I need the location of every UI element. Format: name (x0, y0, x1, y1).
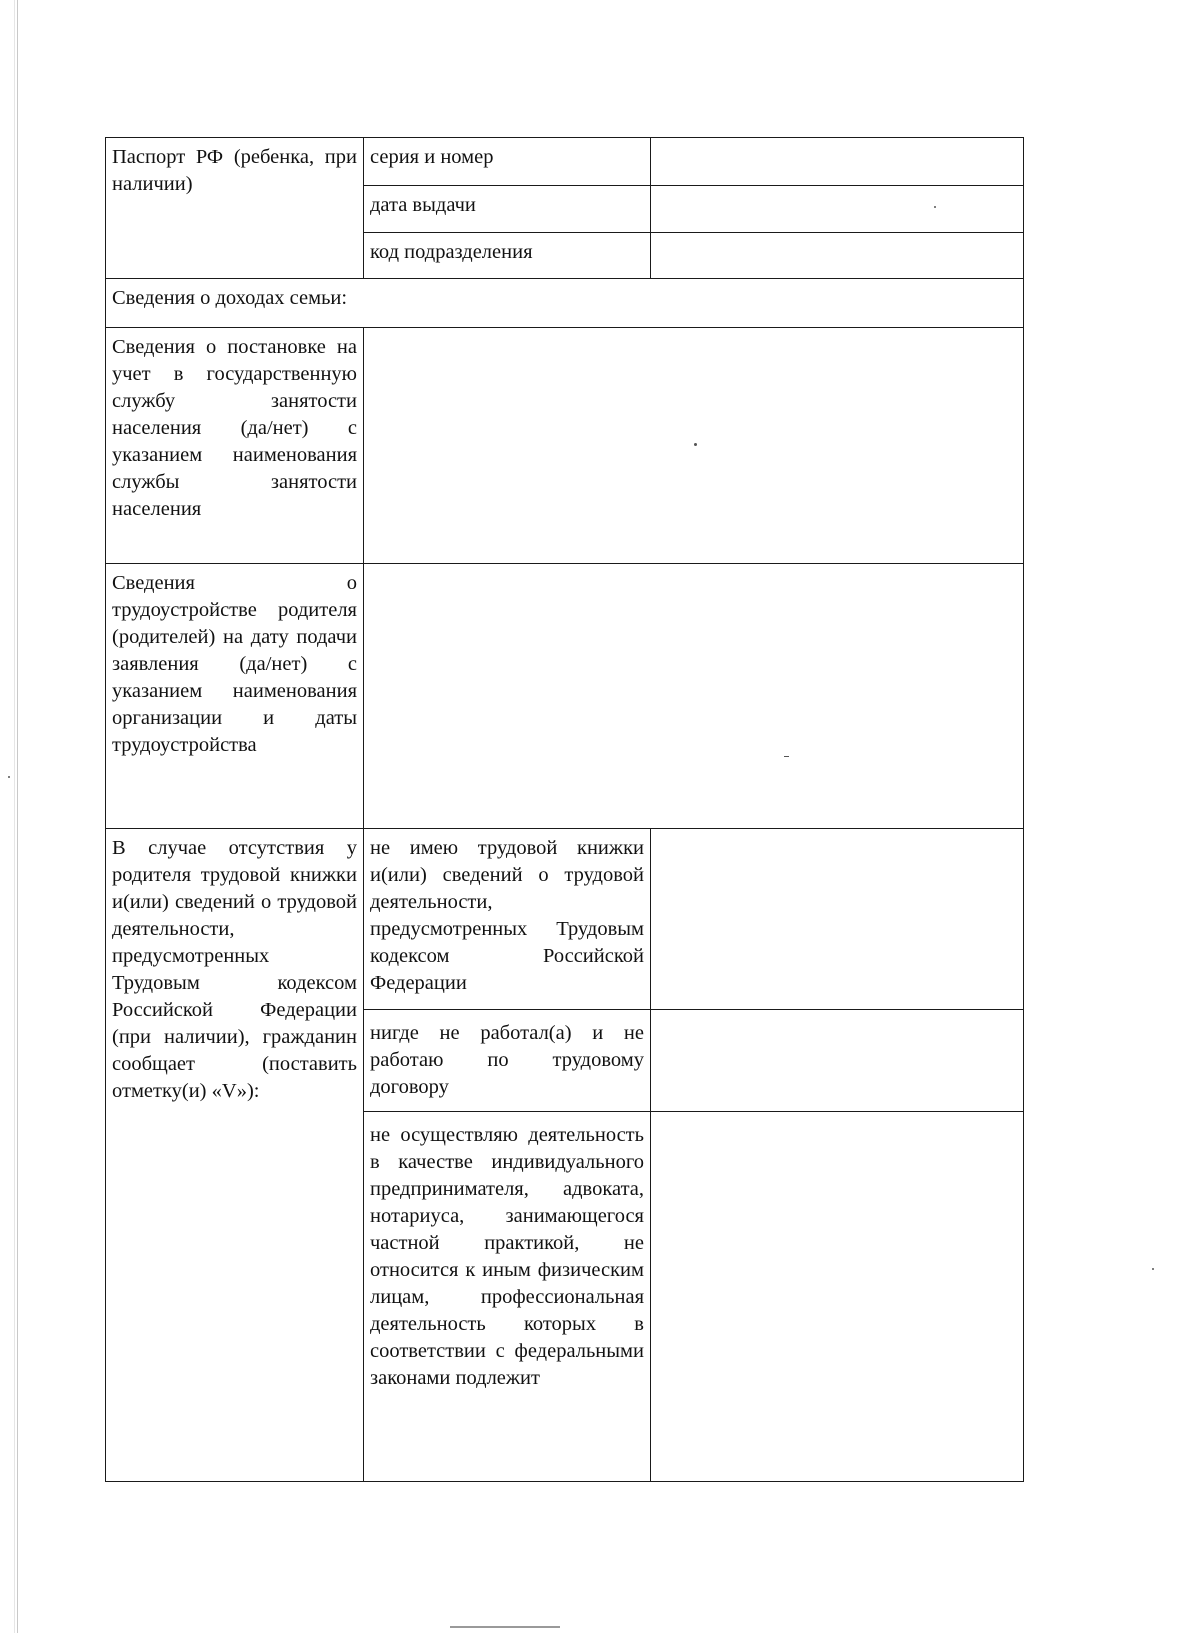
no-workbook-option-1-label: не имею трудовой книжки и(или) сведений о трудовой деятельности, предусмотренных Трудовым кодексом Российской Федерации (364, 829, 651, 1010)
application-form-table (105, 137, 1024, 1482)
scan-speck (694, 443, 697, 446)
employment-row (106, 564, 1024, 829)
page-edge-shadow (14, 0, 15, 1633)
scan-speck (784, 756, 789, 757)
employment-label: Сведения о трудоустройстве родителя (родителей) на дату подачи заявления (да/нет) с указанием наименования организации и даты трудоустройства (106, 564, 364, 829)
scan-speck (8, 776, 10, 778)
no-workbook-option-1-mark[interactable] (651, 829, 1024, 1010)
no-workbook-option-3-label: не осуществляю деятельность в качестве индивидуального предпринимателя, адвоката, нотариуса, занимающегося частной практикой, не относится к иным физическим лицам, профессиональная деятельность которых в соответствии с федеральными законами подлежит (364, 1112, 651, 1482)
passport-row-series (106, 138, 1024, 186)
passport-series-number-label: серия и номер (364, 138, 651, 186)
no-workbook-label: В случае отсутствия у родителя трудовой книжки и(или) сведений о трудовой деятельности, предусмотренных Трудовым кодексом Российской Федерации (при наличии), гражданин сообщает (поставить отметку(и) «V»): (106, 829, 364, 1482)
passport-issue-date-label: дата выдачи (364, 186, 651, 233)
passport-label: Паспорт РФ (ребенка, при наличии) (106, 138, 364, 279)
no-workbook-option-2-label: нигде не работал(а) и не работаю по трудовому договору (364, 1010, 651, 1112)
no-workbook-option-3-mark[interactable] (651, 1112, 1024, 1482)
passport-issue-date-field[interactable] (651, 186, 1024, 233)
scan-speck (1152, 1268, 1154, 1270)
income-label: Сведения о доходах семьи: (106, 279, 1024, 328)
no-workbook-option-2-mark[interactable] (651, 1010, 1024, 1112)
employment-service-row (106, 328, 1024, 564)
employment-field[interactable] (364, 564, 1024, 829)
bottom-edge-mark (450, 1626, 560, 1628)
passport-division-code-label: код подразделения (364, 233, 651, 279)
employment-service-label: Сведения о постановке на учет в государственную службу занятости населения (да/нет) с указанием наименования службы занятости населения (106, 328, 364, 564)
page-edge (17, 0, 18, 1633)
scan-speck (934, 206, 936, 208)
no-workbook-row-1 (106, 829, 1024, 1010)
income-row (106, 279, 1024, 328)
passport-series-number-field[interactable] (651, 138, 1024, 186)
passport-division-code-field[interactable] (651, 233, 1024, 279)
